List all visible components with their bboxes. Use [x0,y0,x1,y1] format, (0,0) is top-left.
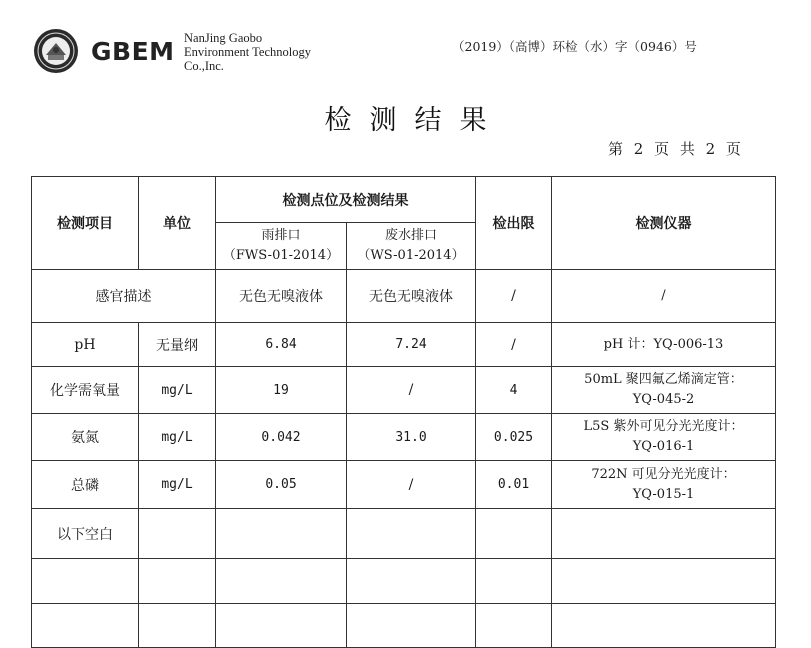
page-title: 检测结果 [324,105,505,136]
cell-item: 化学需氧量 [32,367,139,414]
cell-point-1: 0.042 [216,414,347,461]
table-row [32,414,776,461]
cell-instrument: pH 计：YQ-006-13 [552,323,776,367]
table-header-row [32,177,776,223]
cell-unit [139,509,216,559]
company-seal-logo [33,28,79,74]
cell-empty [552,604,776,648]
instrument-line-1: L5S 紫外可见分光光度计： [583,419,744,434]
cell-empty [216,604,347,648]
cell-item: 总磷 [32,461,139,509]
cell-item: 氨氮 [32,414,139,461]
results-table [31,176,776,648]
page-number: 第 2 页 共 2 页 [608,140,744,158]
point-1-name: 雨排口 [261,228,301,243]
table-row-empty [32,559,776,604]
cell-limit: / [476,270,552,323]
header-points-group: 检测点位及检测结果 [216,177,476,223]
header-point-1 [216,223,347,270]
cell-point-1: 19 [216,367,347,414]
document-number: （2019）（高博）环检（水）字（0946）号 [452,39,697,54]
table-row [32,509,776,559]
table-row-empty [32,604,776,648]
cell-unit: mg/L [139,367,216,414]
cell-point-2: / [347,367,476,414]
cell-instrument [552,509,776,559]
cell-empty [347,559,476,604]
cell-point-1 [216,509,347,559]
cell-empty [476,559,552,604]
table-row [32,270,776,323]
cell-empty [552,559,776,604]
cell-point-2: 31.0 [347,414,476,461]
header-item: 检测项目 [32,177,139,270]
cell-limit [476,509,552,559]
company-line-3: Co.,Inc. [184,59,224,73]
cell-unit: 无量纲 [139,323,216,367]
table-row [32,367,776,414]
cell-instrument [552,367,776,414]
cell-empty [32,604,139,648]
instrument-line-2: YQ-016-1 [632,439,695,454]
instrument-line-1: 50mL 聚四氟乙烯滴定管： [584,372,743,387]
cell-point-1: 无色无嗅液体 [216,270,347,323]
company-line-2: Environment Technology [184,45,311,59]
cell-point-2: 7.24 [347,323,476,367]
cell-empty [347,604,476,648]
header-limit: 检出限 [476,177,552,270]
cell-point-1: 0.05 [216,461,347,509]
cell-item: 以下空白 [32,509,139,559]
cell-limit: 4 [476,367,552,414]
cell-point-2: 无色无嗅液体 [347,270,476,323]
cell-point-1: 6.84 [216,323,347,367]
cell-unit: mg/L [139,461,216,509]
cell-empty [32,559,139,604]
cell-instrument [552,461,776,509]
point-2-name: 废水排口 [384,228,437,243]
cell-item: 感官描述 [32,270,216,323]
cell-limit: / [476,323,552,367]
cell-empty [216,559,347,604]
cell-point-2: / [347,461,476,509]
point-1-code: （FWS-01-2014） [222,248,340,263]
cell-limit: 0.01 [476,461,552,509]
cell-instrument [552,414,776,461]
instrument-line-1: 722N 可见分光光度计： [591,466,736,482]
cell-empty [139,559,216,604]
cell-limit: 0.025 [476,414,552,461]
cell-empty [476,604,552,648]
header-instrument: 检测仪器 [552,177,776,270]
point-2-code: （WS-01-2014） [357,248,465,263]
company-name [184,31,311,73]
instrument-line-2: YQ-045-2 [632,392,695,407]
header-unit: 单位 [139,177,216,270]
logo-wordmark: GBEM [91,37,175,66]
cell-unit: mg/L [139,414,216,461]
table-row [32,461,776,509]
header-point-2 [347,223,476,270]
cell-item: pH [32,323,139,367]
cell-empty [139,604,216,648]
cell-point-2 [347,509,476,559]
cell-instrument: / [552,270,776,323]
table-row [32,323,776,367]
company-line-1: NanJing Gaobo [184,31,263,45]
instrument-line-2: YQ-015-1 [632,486,695,502]
